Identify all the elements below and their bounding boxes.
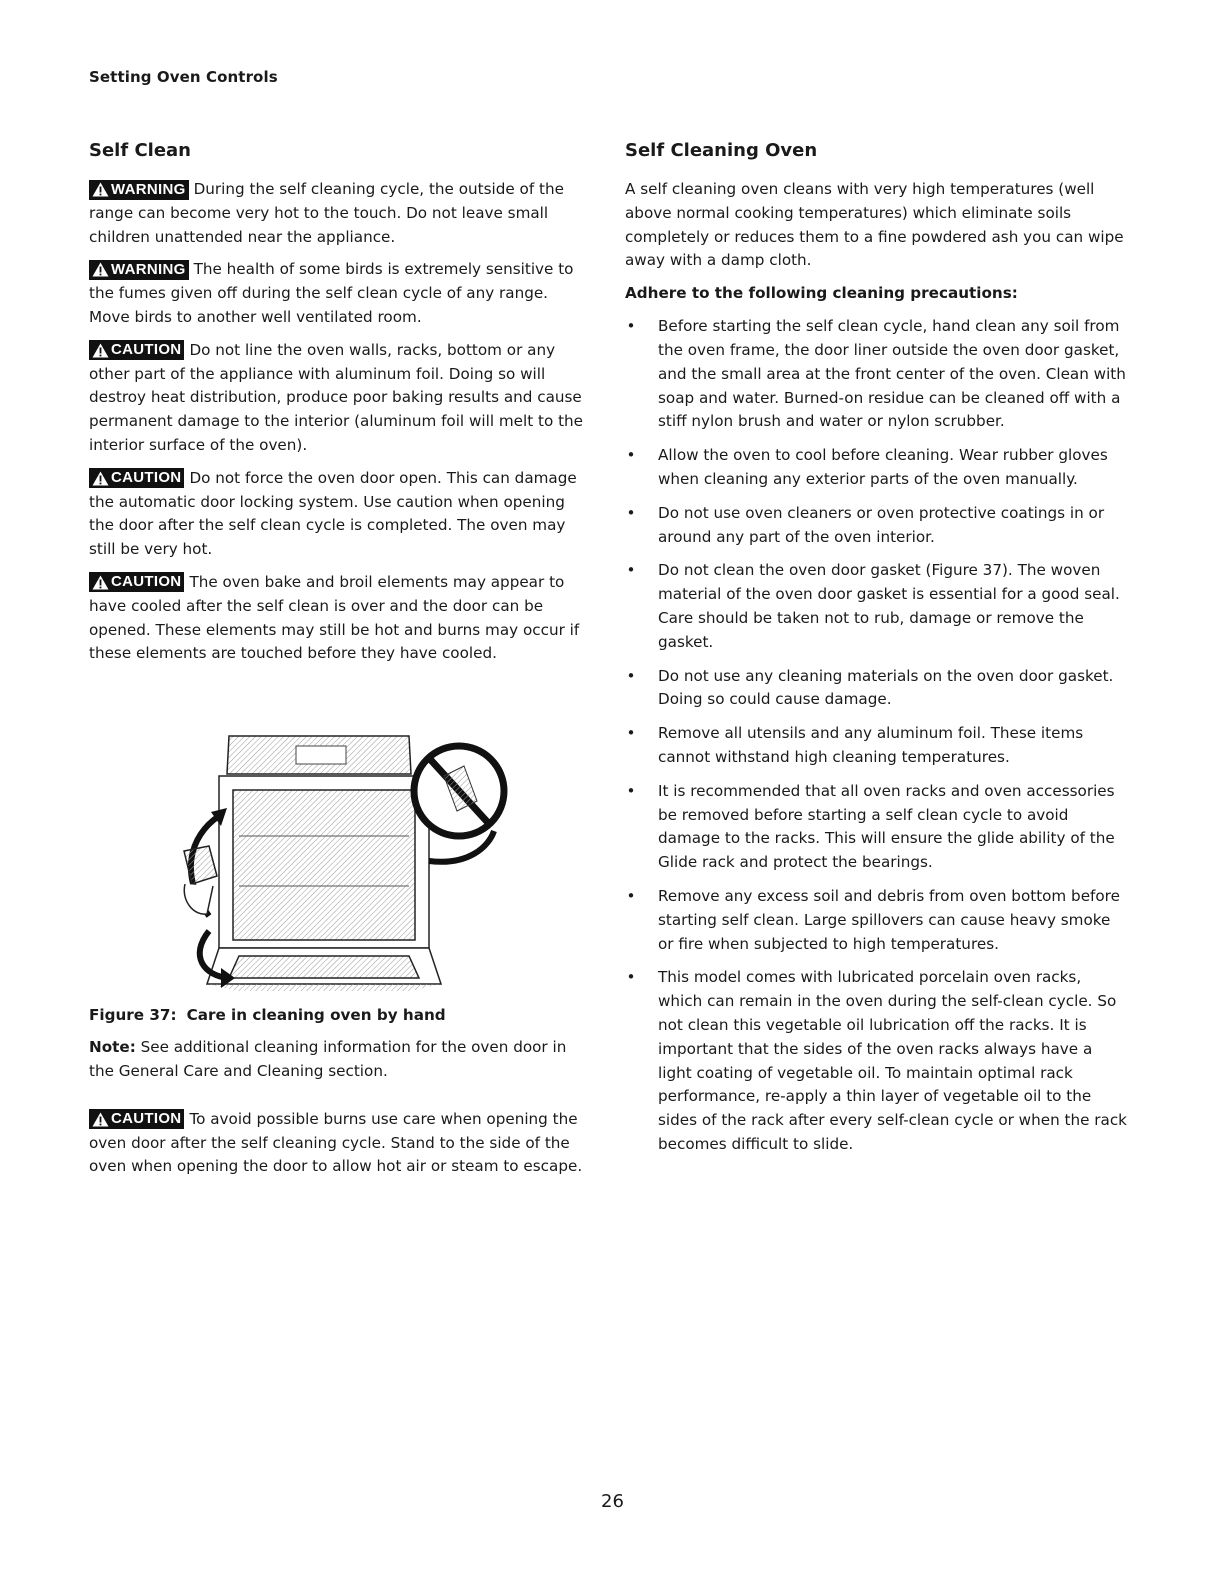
list-item [625, 502, 1130, 550]
section-heading-self-cleaning-oven: Self Cleaning Oven [625, 140, 818, 161]
right-column [625, 138, 1130, 1167]
warning-badge [89, 260, 189, 280]
list-item [625, 966, 1130, 1156]
list-item-text: Do not clean the oven door gasket (Figure 37). The woven material of the oven door gasket is essential for a good seal. Care should be taken not to rub, damage or remove the gasket. [658, 561, 1120, 651]
caution-badge [89, 468, 184, 488]
hazard-triangle-icon [92, 343, 109, 358]
caution-notice-text: Do not line the oven walls, racks, bottom or any other part of the appliance with aluminum foil. Doing so will destroy heat distribution, produce poor baking results and cause permanent damage to the interior (aluminum foil will melt to the interior surface of the oven). [89, 340, 584, 454]
note-paragraph [89, 1036, 589, 1084]
bullet-icon: • [626, 781, 636, 800]
figure-caption [89, 1003, 589, 1027]
running-header: Setting Oven Controls [89, 68, 278, 86]
list-item [625, 780, 1130, 875]
oven-drawing [184, 736, 504, 991]
caution-badge [89, 1109, 184, 1129]
warning-badge-label: WARNING [111, 260, 186, 278]
note-label: Note: [89, 1038, 136, 1057]
figure-caption-text: Care in cleaning oven by hand [186, 1006, 446, 1025]
list-item-text: Before starting the self clean cycle, hand clean any soil from the oven frame, the door liner outside the oven door gasket, and the small area at the front center of the oven. Clean with soap and water. Burned-on residue can be cleaned off with a stiff nylon brush and water or nylon scrubber. [658, 317, 1126, 431]
caution-badge [89, 340, 184, 360]
caution-notice [89, 1108, 589, 1179]
list-item [625, 315, 1130, 434]
list-item [625, 559, 1130, 654]
hazard-triangle-icon [92, 262, 109, 277]
bullet-icon: • [626, 724, 636, 743]
caution-notice [89, 467, 589, 562]
section-heading-self-clean: Self Clean [89, 140, 191, 161]
hazard-triangle-icon [92, 471, 109, 486]
list-item-text: Do not use any cleaning materials on the oven door gasket. Doing so could cause damage. [658, 666, 1114, 709]
bullet-icon: • [626, 561, 636, 580]
list-item [625, 885, 1130, 956]
caution-badge-label: CAUTION [111, 341, 182, 359]
left-column [89, 138, 589, 1188]
precautions-list [625, 315, 1130, 1157]
oven-cleaning-illustration [89, 716, 589, 991]
list-item-text: Remove all utensils and any aluminum foil. These items cannot withstand high cleaning temperatures. [658, 724, 1084, 766]
hazard-triangle-icon [92, 1112, 109, 1127]
list-item-text: Do not use oven cleaners or oven protective coatings in or around any part of the oven interior. [658, 503, 1105, 546]
warning-badge [89, 180, 189, 200]
list-item-text: Remove any excess soil and debris from oven bottom before starting self clean. Large spillovers can cause heavy smoke or fire when subjected to high temperatures. [658, 886, 1120, 953]
caution-notice-text: The oven bake and broil elements may appear to have cooled after the self clean is over and the door can be opened. These elements may still be hot and burns may occur if these elements are touched before they have cooled. [89, 572, 580, 663]
bullet-icon: • [626, 968, 636, 987]
caution-badge-label: CAUTION [111, 469, 182, 487]
intro-paragraph: A self cleaning oven cleans with very high temperatures (well above normal cooking temperatures) which eliminate soils completely or reduces them to a fine powdered ash you can wipe away with a damp cloth. [625, 180, 1124, 270]
list-item [625, 722, 1130, 770]
list-item-text: This model comes with lubricated porcelain oven racks, which can remain in the oven during the self-clean cycle. So not clean this vegetable oil lubrication off the racks. It is important that the sides of the oven racks always have a light coating of vegetable oil. To maintain optimal rack performance, re-apply a thin layer of vegetable oil to the sides of the rack after every self-clean cycle or when the rack becomes difficult to slide. [658, 968, 1127, 1153]
warning-notice [89, 258, 589, 329]
bullet-icon: • [626, 886, 636, 905]
bullet-icon: • [626, 666, 636, 685]
figure-label: Figure 37: [89, 1006, 177, 1025]
caution-notice [89, 339, 589, 458]
page-number: 26 [601, 1491, 624, 1512]
caution-badge-label: CAUTION [111, 1110, 182, 1128]
bullet-icon: • [626, 317, 636, 336]
hazard-triangle-icon [92, 575, 109, 590]
warning-badge-label: WARNING [111, 180, 186, 198]
hazard-triangle-icon [92, 182, 109, 197]
caution-badge-label: CAUTION [111, 573, 182, 591]
list-item-text: It is recommended that all oven racks and oven accessories be removed before starting a self clean cycle to avoid damage to the racks. This will ensure the glide ability of the Glide rack and protect the bearings. [658, 781, 1115, 872]
precautions-subheading: Adhere to the following cleaning precautions: [625, 284, 1018, 303]
note-text: See additional cleaning information for the oven door in the General Care and Cleaning section. [89, 1038, 567, 1080]
bullet-icon: • [626, 446, 636, 465]
bullet-icon: • [626, 503, 636, 522]
caution-notice [89, 571, 589, 666]
warning-notice-text: During the self cleaning cycle, the outside of the range can become very hot to the touch. Do not leave small children unattended near the appliance. [89, 180, 564, 246]
caution-notice-text: To avoid possible burns use care when opening the oven door after the self cleaning cycle. Stand to the side of the oven when opening the door to allow hot air or steam to escape. [89, 1109, 583, 1176]
warning-notice [89, 178, 589, 249]
caution-notice-text: Do not force the oven door open. This can damage the automatic door locking system. Use caution when opening the door after the self clean cycle is completed. The oven may still be very hot. [89, 468, 577, 559]
list-item [625, 665, 1130, 713]
list-item-text: Allow the oven to cool before cleaning. Wear rubber gloves when cleaning any exterior parts of the oven manually. [658, 446, 1108, 488]
caution-badge [89, 572, 184, 592]
list-item [625, 444, 1130, 492]
warning-notice-text: The health of some birds is extremely sensitive to the fumes given off during the self clean cycle of any range. Move birds to another well ventilated room. [89, 260, 574, 326]
